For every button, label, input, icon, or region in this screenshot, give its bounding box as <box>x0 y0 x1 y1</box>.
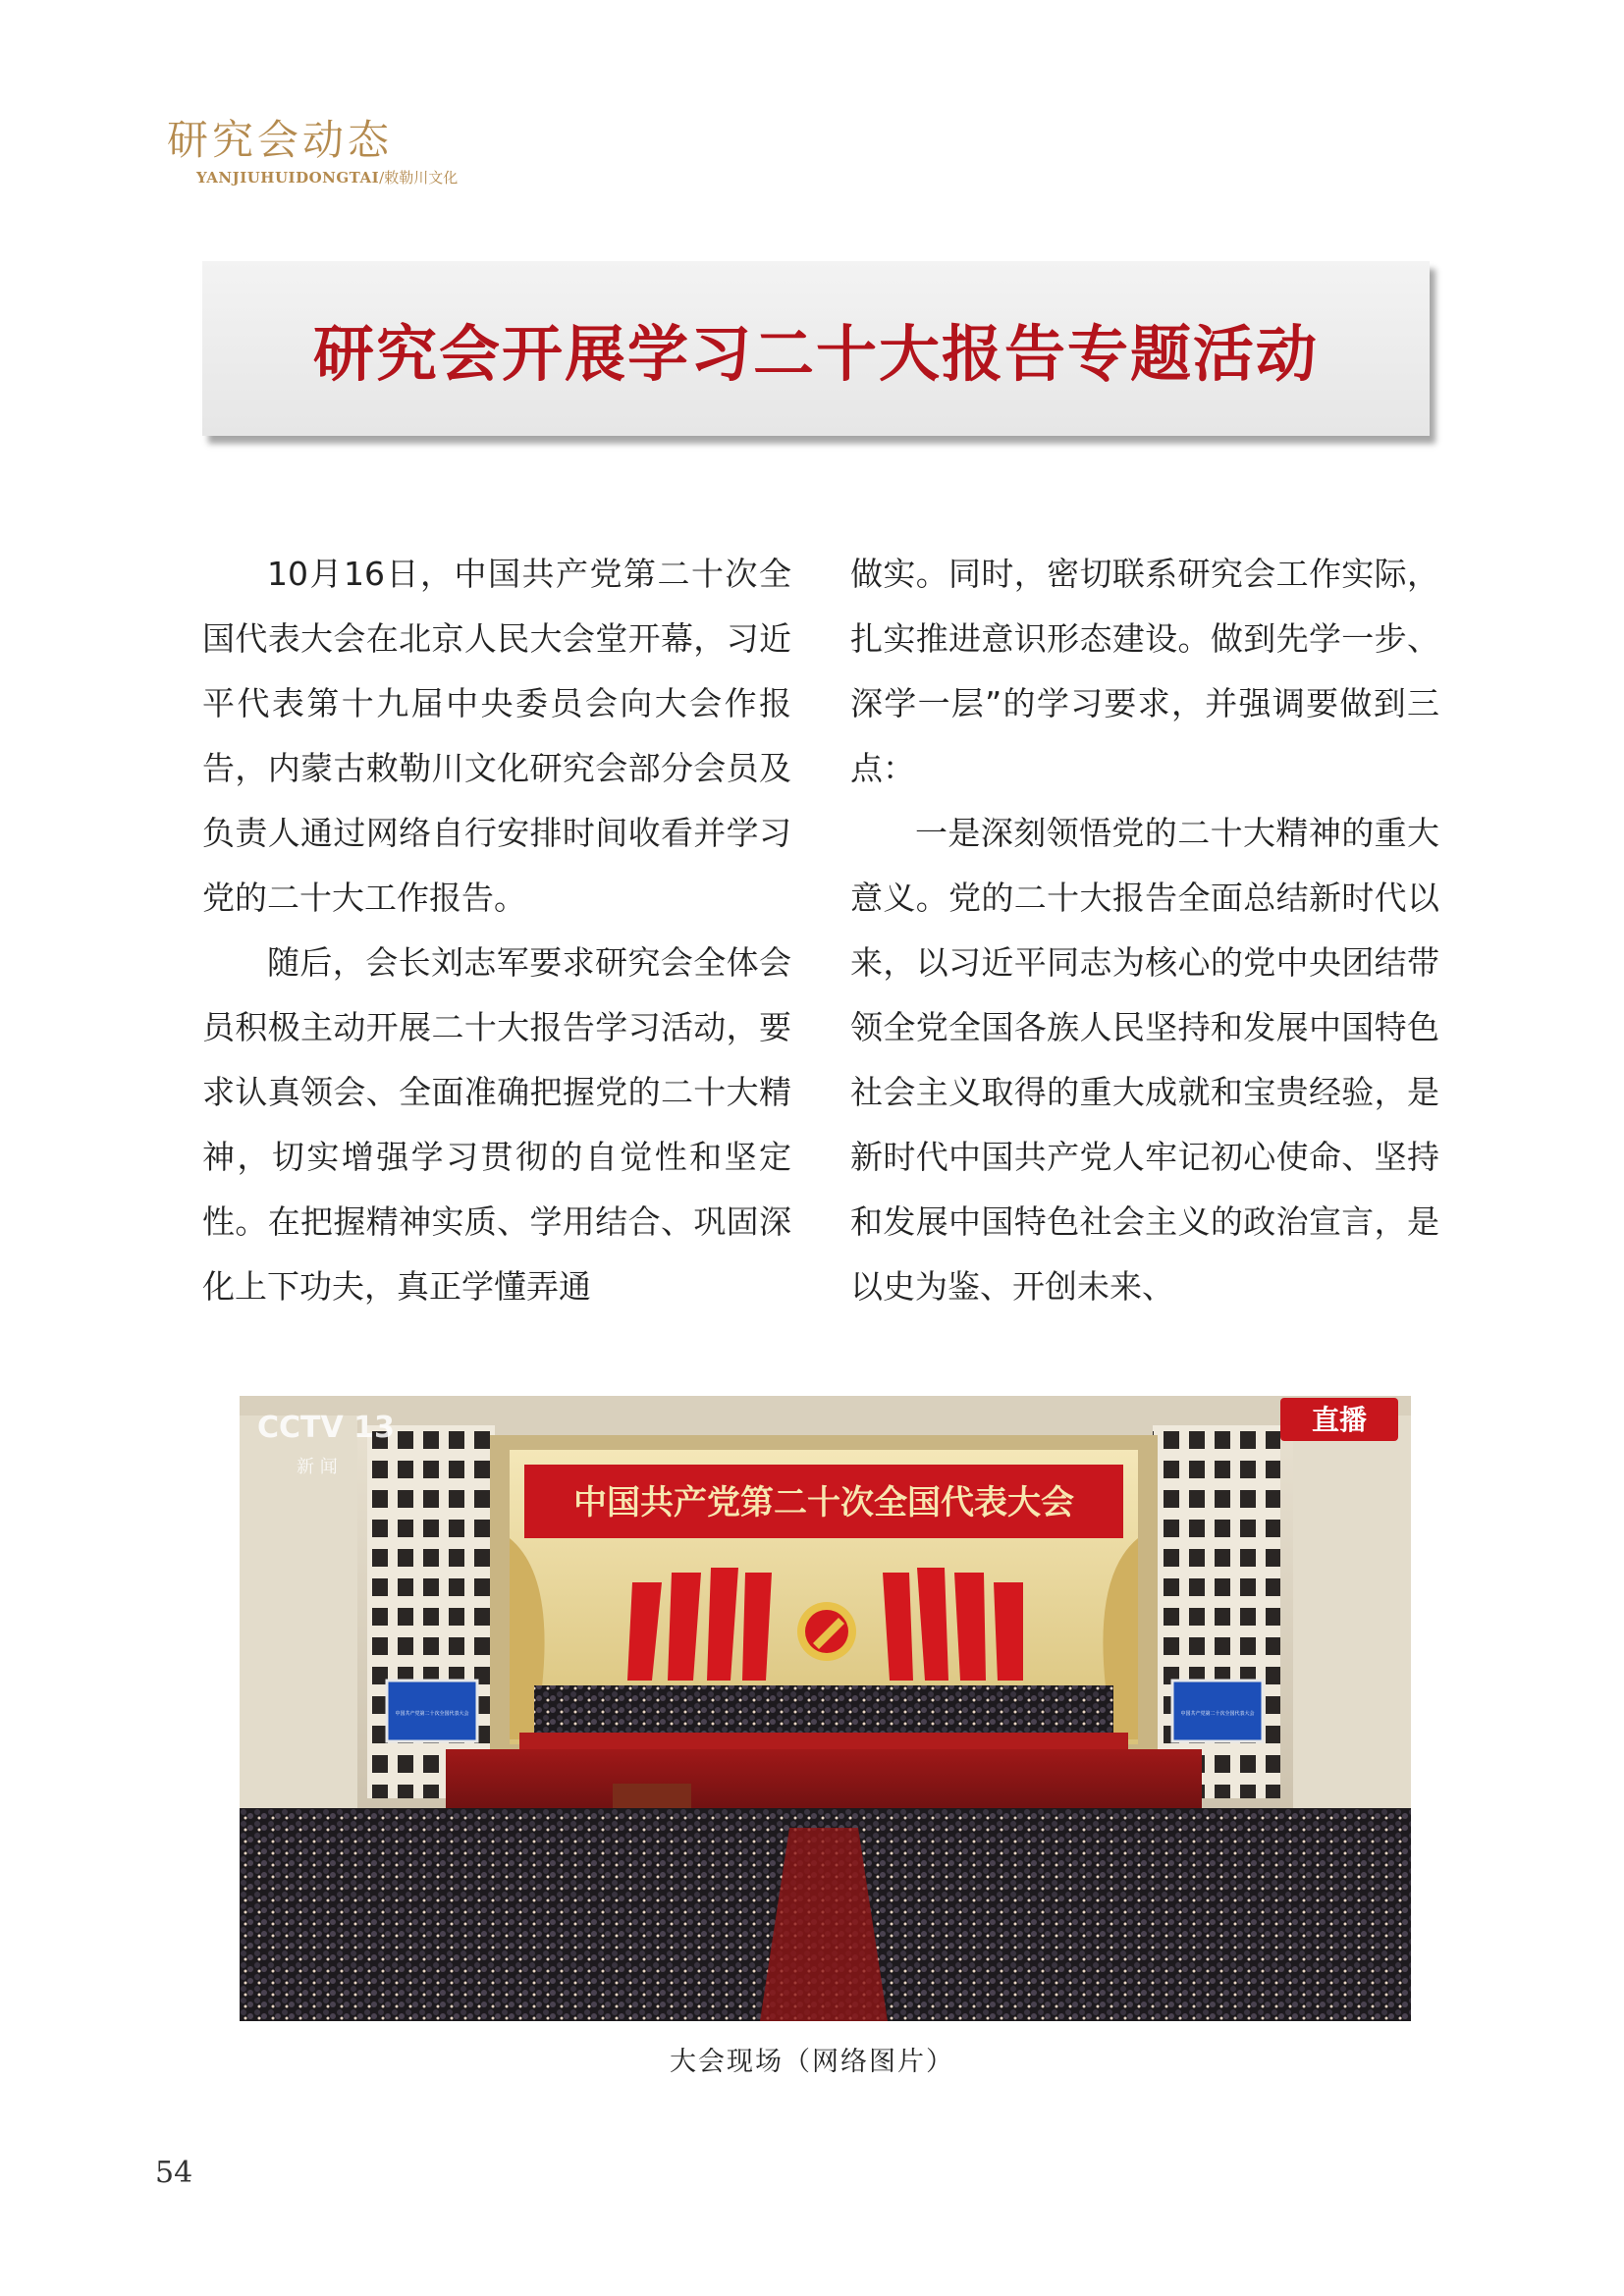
article-title: 研究会开展学习二十大报告专题活动 <box>312 317 1319 390</box>
text-line: 一步、深学一层”的学习要求，并强调 <box>850 619 1440 722</box>
right-column <box>850 542 1439 1319</box>
text-line: 做实。同时，密切联系研究会工作实 <box>850 555 1375 593</box>
text-line: 要做到三点： <box>850 684 1439 787</box>
text-line: 报告，内蒙古敕勒川文化研究会部分会 <box>202 684 791 787</box>
section-subtitle-en: YANJIUHUIDONGTAI <box>196 169 380 187</box>
text-line: 并学习党的二十大工作报告。 <box>202 814 792 917</box>
live-badge: 直播 <box>1311 1404 1368 1436</box>
text-line: 代以来，以习近平同志为核心的党中央 <box>850 879 1440 982</box>
congress-hall-photo <box>240 1396 1411 2021</box>
text-line: 合、巩固深化上下功夫，真正学懂弄通 <box>202 1202 792 1306</box>
text-line: 中国特色社会主义取得的重大成就和宝 <box>850 1008 1440 1111</box>
section-subtitle <box>196 167 458 187</box>
text-line: 近平代表第十九届中央委员会向大会作 <box>202 619 791 722</box>
article-title-box <box>202 261 1430 436</box>
text-line: 性和坚定性。在把握精神实质、学用结 <box>202 1138 791 1241</box>
left-screen-text: 中国共产党第二十次全国代表大会 <box>395 1711 469 1717</box>
text-line: 一是深刻领悟党的二十大精神的重 <box>915 814 1407 852</box>
section-subtitle-cn: /敕勒川文化 <box>379 169 459 187</box>
text-line: 随后，会长刘志军要求研究会全 <box>267 943 727 982</box>
cctv-logo: CCTV 13 <box>257 1411 395 1445</box>
text-line: 10月16日，中国共产党第二十次全 <box>267 555 791 593</box>
text-line: 贵经验，是新时代中国共产党人牢记初 <box>850 1073 1440 1176</box>
section-title: 研究会动态 <box>167 116 394 164</box>
photo-caption: 大会现场（网络图片） <box>670 2047 954 2077</box>
paragraph <box>202 542 791 931</box>
text-line: 团结带领全党全国各族人民坚持和发展 <box>850 943 1440 1046</box>
text-line: 体会员积极主动开展二十大报告学习活 <box>202 943 792 1046</box>
running-head <box>167 116 458 187</box>
text-line: 动，要求认真领会、全面准确把握党的 <box>202 1008 792 1111</box>
cctv-logo-sub: 新 闻 <box>297 1457 338 1477</box>
text-line: 二十大精神，切实增强学习贯彻的自觉 <box>202 1073 792 1176</box>
paragraph <box>850 801 1439 1319</box>
text-line: 心使命、坚持和发展中国特色社会主义 <box>850 1138 1440 1241</box>
text-line: 的政治宣言，是以史为鉴、开创未来、 <box>850 1202 1440 1306</box>
paragraph <box>850 542 1439 801</box>
left-column <box>202 542 791 1319</box>
text-line: 际，扎实推进意识形态建设。做到先学 <box>850 555 1440 658</box>
text-line: 大意义。党的二十大报告全面总结新时 <box>850 814 1439 917</box>
paragraph <box>202 931 791 1319</box>
text-line: 员及负责人通过网络自行安排时间收看 <box>202 749 792 852</box>
page-number: 54 <box>155 2156 193 2190</box>
text-line: 国代表大会在北京人民大会堂开幕，习 <box>202 619 759 658</box>
right-screen-text: 中国共产党第二十次全国代表大会 <box>1180 1711 1255 1717</box>
photo-banner-text: 中国共产党第二十次全国代表大会 <box>573 1483 1074 1522</box>
